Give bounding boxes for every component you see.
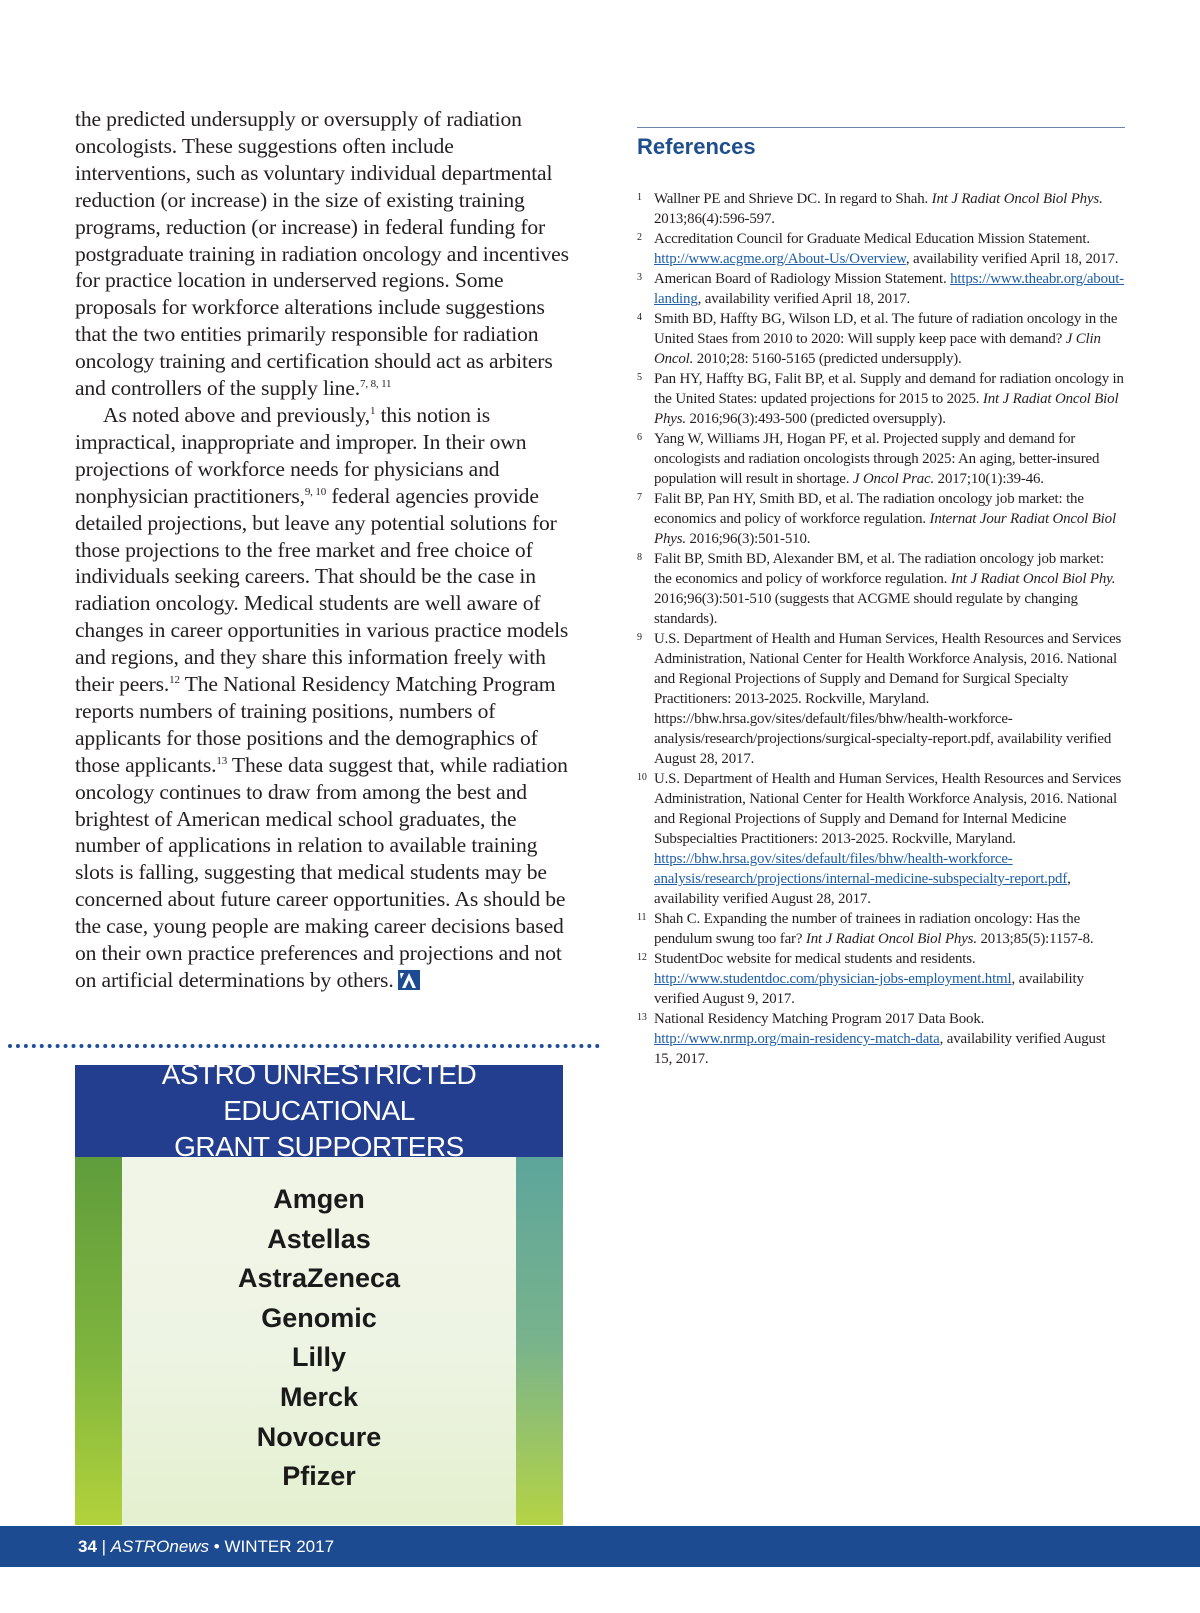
text-run: American Board of Radiology Mission Statement. [654,271,951,287]
reference-number: 11 [637,912,647,923]
citation-superscript: 13 [216,754,228,767]
page-number: 34 [78,1537,97,1556]
citation-superscript: 9, 10 [304,485,327,498]
text-run: U.S. Department of Health and Human Services, Health Resources and Services Administration, National Center for Health Workforce Analysis, 2016. National and Regional Projections of Supply and Demand for Internal Medicine Subspecialties Practitioners: 2013-2025. Rockville, Maryland. [654,771,1122,847]
text-run: this notion is impractical, inappropriate and improper. In their own projections of workforce needs for physicians and nonphysician practitioners, [75,402,527,508]
grant-supporters-box [75,1065,563,1525]
footer-bullet: • [209,1537,225,1556]
reference-number: 3 [637,272,642,283]
text-run: 2017;10(1):39-46. [934,471,1044,487]
text-run: Pan HY, Haffty BG, Falit BP, et al. Supply and demand for radiation oncology in the United States: updated projections for 2015 to 2025. [654,371,1124,407]
supporter-name: Amgen [273,1184,365,1214]
text-run: , availability verified August 15, 2017. [654,1031,1106,1067]
journal-name: Internat Jour Radiat Oncol Biol Phys. [654,511,1116,547]
supporter-name: Novocure [256,1421,382,1452]
reference-item [637,429,1125,489]
reference-number: 12 [637,952,647,963]
text-run: Smith BD, Haffty BG, Wilson LD, et al. The future of radiation oncology in the United Staes from 2010 to 2020: Will supply keep pace with demand? [654,311,1118,347]
journal-name: Int J Radiat Oncol Biol Phys. [931,191,1103,207]
text-run: , availability verified April 18, 2017. [697,291,911,307]
publication-name: ASTROnews [110,1537,210,1556]
supporter-name: Astellas [267,1223,371,1254]
text-run: , availability verified August 28, 2017. [654,871,1071,907]
text-run: 2010;28: 5160-5165 (predicted undersupply). [693,351,962,367]
citation-superscript: 1 [369,404,376,417]
reference-item [637,489,1125,549]
decorative-gradient-left [75,1157,122,1525]
text-run: the predicted undersupply or oversupply of radiation oncologists. These suggestions often include interventions, such as voluntary individual departmental reduction (or increase) in the size of existing training programs, reduction (or increase) in federal funding for postgraduate training in radiation oncology and incentives for practice location in underserved regions. Some proposals for workforce alterations include suggestions that the two entities primarily responsible for radiation oncology training and certification should act as arbiters and controllers of the supply line. [75,107,569,401]
text-run: federal agencies provide detailed projections, but leave any potential solutions for those projections to the free market and free choice of individuals seeking careers. That should be the case in radiation oncology. Medical students are well aware of changes in career opportunities in various practice models and regions, and they share this information freely with their peers. [75,483,569,697]
journal-name: Int J Radiat Oncol Biol Phys. [805,931,977,947]
text-run: Falit BP, Smith BD, Alexander BM, et al. The radiation oncology job market: the economics and policy of workforce regulation. [654,551,1105,587]
grant-heading-line-1: ASTRO UNRESTRICTED EDUCATIONAL [161,1065,477,1126]
reference-link[interactable]: http://www.nrmp.org/main-residency-match-data [654,1031,940,1047]
references-heading: References [637,134,756,159]
reference-item [637,949,1125,1009]
text-run: 2013;86(4):596-597. [654,211,775,227]
reference-item [637,269,1125,309]
text-run: Shah C. Expanding the number of trainees in radiation oncology: Has the pendulum swung too far? [654,911,1081,947]
reference-item [637,229,1125,269]
text-run: 2016;96(3):501-510 (suggests that ACGME should regulate by changing standards). [654,591,1078,627]
reference-item [637,909,1125,949]
reference-number: 8 [637,552,642,563]
reference-item [637,769,1125,909]
body-paragraph [75,402,570,994]
page-footer [0,1526,1200,1567]
reference-number: 9 [637,632,642,643]
reference-number: 4 [637,312,642,323]
supporter-name: AstraZeneca [237,1263,401,1294]
supporter-name: Genomic [261,1302,377,1333]
reference-number: 1 [637,192,642,203]
reference-link[interactable]: https://www.theabr.org/about-landing [654,271,1124,307]
supporter-name: Pfizer [282,1461,356,1492]
dotted-divider [8,1044,600,1048]
body-paragraph [75,106,570,402]
references-divider [637,127,1125,128]
text-run: StudentDoc website for medical students and residents. [654,951,976,967]
reference-link[interactable]: https://bhw.hrsa.gov/sites/default/files/bhw/health-workforce-analysis/research/projections/internal-medicine-subspecialty-report.pdf [654,851,1068,887]
text-run: As noted above and previously, [103,402,370,427]
text-run: , availability verified August 9, 2017. [654,971,1084,1007]
reference-number: 2 [637,232,642,243]
reference-number: 10 [637,772,647,783]
grant-supporters-heading [75,1065,563,1162]
text-run: U.S. Department of Health and Human Services, Health Resources and Services Administration, National Center for Health Workforce Analysis, 2016. National and Regional Projections of Supply and Demand for Surgical Specialty Practitioners: 2013-2025. Rockville, Maryland. https://bhw.hrsa.gov/sites/default/files/bhw/health-workforce-analysis/research/projections/surgical-specialty-report.pdf, availability verified August 28, 2017. [654,631,1122,767]
reference-number: 13 [637,1012,647,1023]
text-run: Falit BP, Pan HY, Smith BD, et al. The radiation oncology job market: the economics and policy of workforce regulation. [654,491,1084,527]
reference-number: 5 [637,372,642,383]
reference-item [637,189,1125,229]
journal-name: Int J Radiat Oncol Biol Phys. [654,391,1119,427]
issue-label: WINTER 2017 [224,1537,335,1556]
references-list [637,189,1125,1069]
reference-item [637,309,1125,369]
reference-link[interactable]: http://www.studentdoc.com/physician-jobs-employment.html [654,971,1012,987]
decorative-gradient-right [516,1157,563,1525]
text-run: 2016;96(3):493-500 (predicted oversupply). [685,411,946,427]
astro-logo-icon [398,970,420,990]
reference-item [637,369,1125,429]
text-run: Wallner PE and Shrieve DC. In regard to Shah. [654,191,932,207]
reference-item [637,1009,1125,1069]
citation-superscript: 7, 8, 11 [360,378,392,391]
reference-link[interactable]: http://www.acgme.org/About-Us/Overview [654,251,906,267]
text-run: 2016;96(3):501-510. [685,531,811,547]
journal-name: Int J Radiat Oncol Biol Phy. [950,571,1116,587]
text-run: The National Residency Matching Program reports numbers of training positions, numbers of applicants for those positions and the demographics of those applicants. [75,672,556,777]
reference-number: 7 [637,492,642,503]
reference-item [637,629,1125,769]
text-run: These data suggest that, while radiation oncology continues to draw from among the best and brightest of American medical school graduates, the number of applications in relation to available training slots is falling, suggesting that medical students may be concerned about future career opportunities. As should be the case, young people are making career decisions based on their own practice preferences and projections and not on artificial determinations by others. [75,752,568,992]
main-text-column [75,106,570,994]
text-run: Accreditation Council for Graduate Medical Education Mission Statement. [654,231,1090,247]
reference-number: 6 [637,432,642,443]
supporter-name: Merck [279,1381,359,1412]
footer-separator: | [96,1537,111,1556]
text-run: 2013;85(5):1157-8. [976,931,1094,947]
supporter-name: Lilly [291,1342,346,1373]
journal-name: J Clin Oncol. [654,331,1101,367]
text-run: , availability verified April 18, 2017. [905,251,1119,267]
grant-heading-line-2: GRANT SUPPORTERS [174,1131,464,1162]
journal-name: J Oncol Prac. [852,471,935,487]
supporter-list [122,1180,516,1497]
text-run: Yang W, Williams JH, Hogan PF, et al. Projected supply and demand for oncologists and radiation oncologists through 2025: An aging, better-insured population will result in shortage. [654,431,1100,487]
text-run: National Residency Matching Program 2017 Data Book. [654,1011,985,1027]
citation-superscript: 12 [169,674,180,687]
reference-item [637,549,1125,629]
